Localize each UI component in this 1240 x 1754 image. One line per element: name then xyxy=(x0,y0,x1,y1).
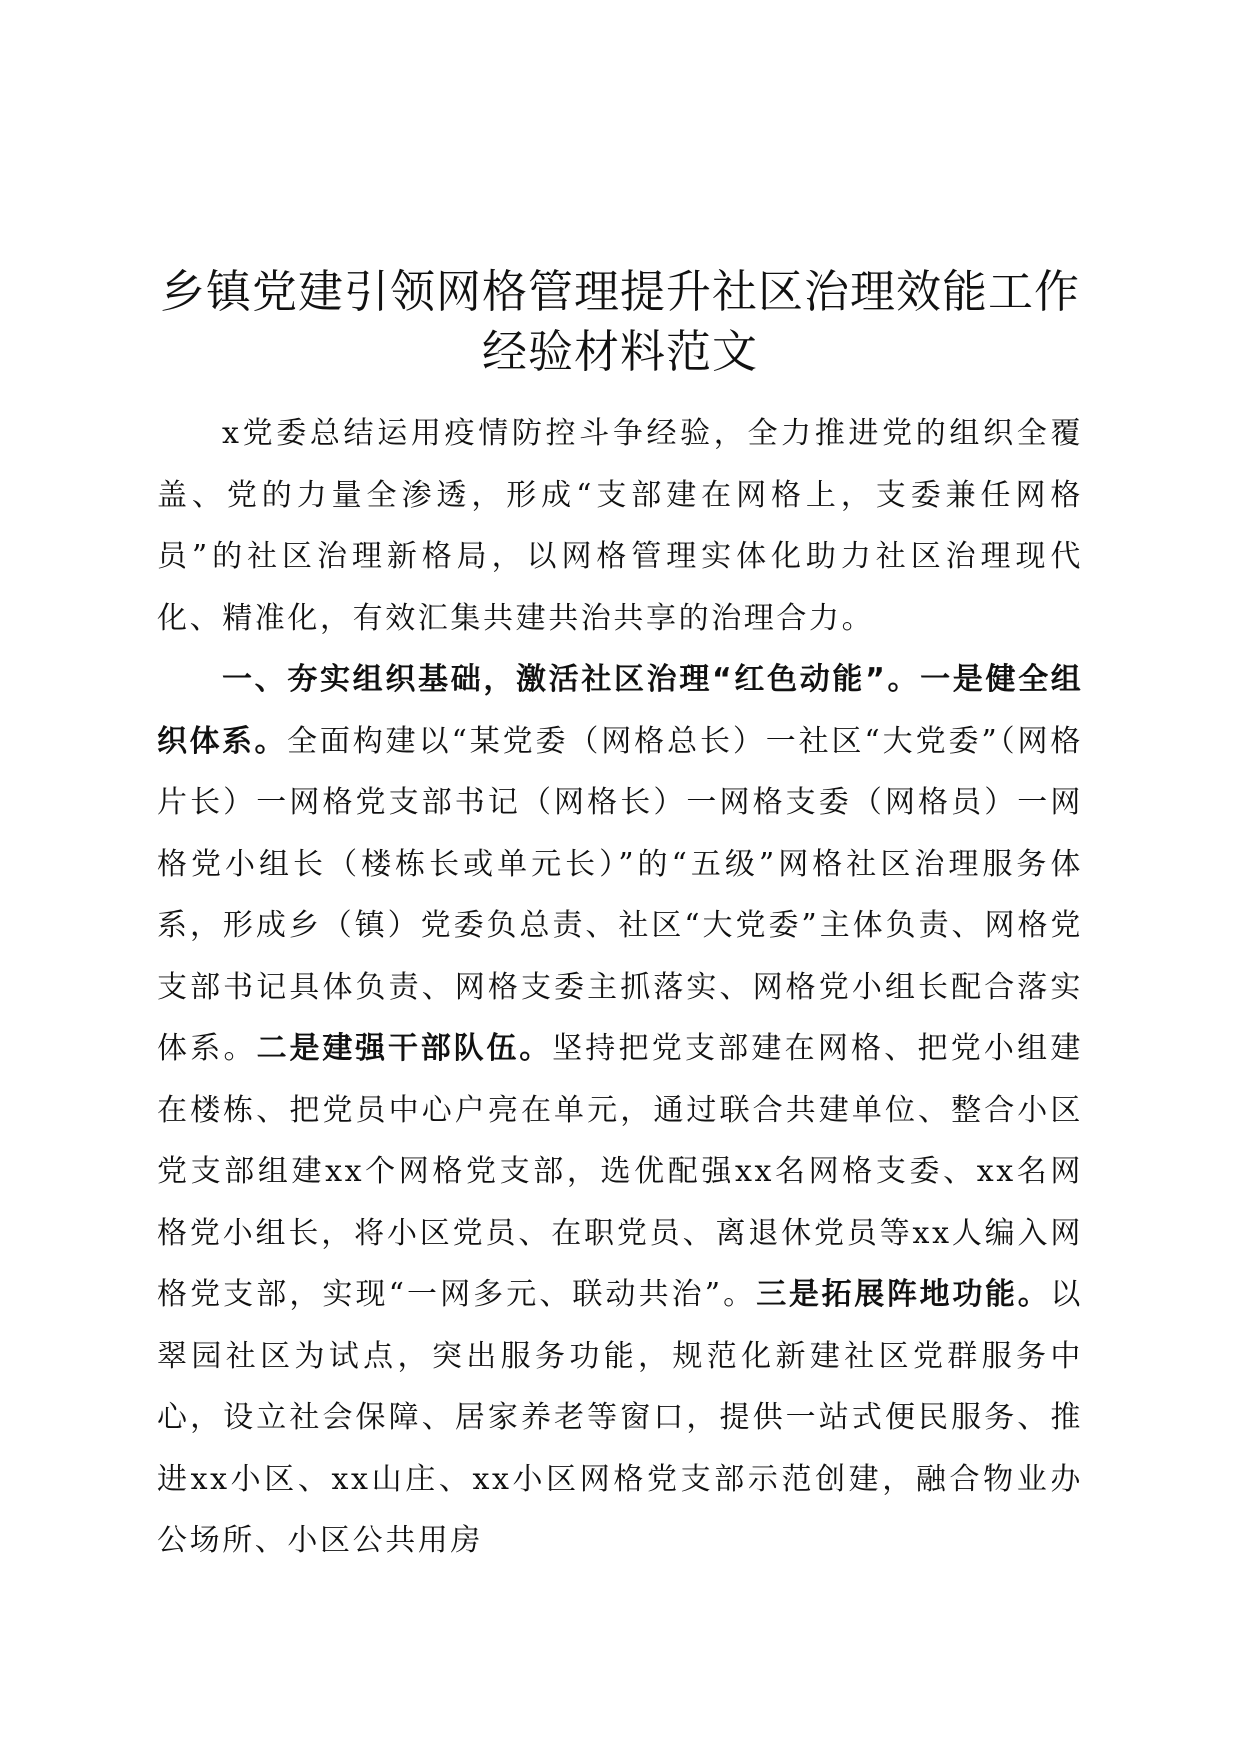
title-line-2: 经验材料范文 xyxy=(481,325,758,378)
section-1-heading: 一、夯实组织基础，激活社区治理“红色动能”。 xyxy=(222,662,921,697)
point-3-title: 三是拓展阵地功能。 xyxy=(756,1277,1051,1312)
document-title xyxy=(130,262,1110,382)
point-1-title: 一是健全组织体系。 xyxy=(157,662,1083,759)
section-1-paragraph xyxy=(157,649,1083,1572)
intro-paragraph: x党委总结运用疫情防控斗争经验，全力推进党的组织全覆盖、党的力量全渗透，形成“支部建在网格上，支委兼任网格员”的社区治理新格局，以网格管理实体化助力社区治理现代化、精准化，有效汇集共建共治共享的治理合力。 xyxy=(157,416,1083,636)
point-3-text: 以翠园社区为试点，突出服务功能，规范化新建社区党群服务中心，设立社会保障、居家养老等窗口，提供一站式便民服务、推进xx小区、xx山庄、xx小区网格党支部示范创建，融合物业办公场所、小区公共用房 xyxy=(157,1277,1083,1558)
point-1-text: 全面构建以“某党委（网格总长）一社区“大党委”（网格片长）一网格党支部书记（网格长）一网格支委（网格员）一网格党小组长（楼栋长或单元长）”的“五级”网格社区治理服务体系，形成乡（镇）党委负总责、社区“大党委”主体负责、网格党支部书记具体负责、网格支委主抓落实、网格党小组长配合落实体系。 xyxy=(157,723,1083,1066)
point-2-text: 坚持把党支部建在网格、把党小组建在楼栋、把党员中心户亮在单元，通过联合共建单位、整合小区党支部组建xx个网格党支部，选优配强xx名网格支委、xx名网格党小组长，将小区党员、在职党员、离退休党员等xx人编入网格党支部，实现“一网多元、联动共治”。 xyxy=(157,1031,1083,1312)
point-2-title: 二是建强干部队伍。 xyxy=(256,1031,553,1066)
title-line-1: 乡镇党建引领网格管理提升社区治理效能工作 xyxy=(159,265,1080,318)
document-body xyxy=(157,403,1083,1572)
